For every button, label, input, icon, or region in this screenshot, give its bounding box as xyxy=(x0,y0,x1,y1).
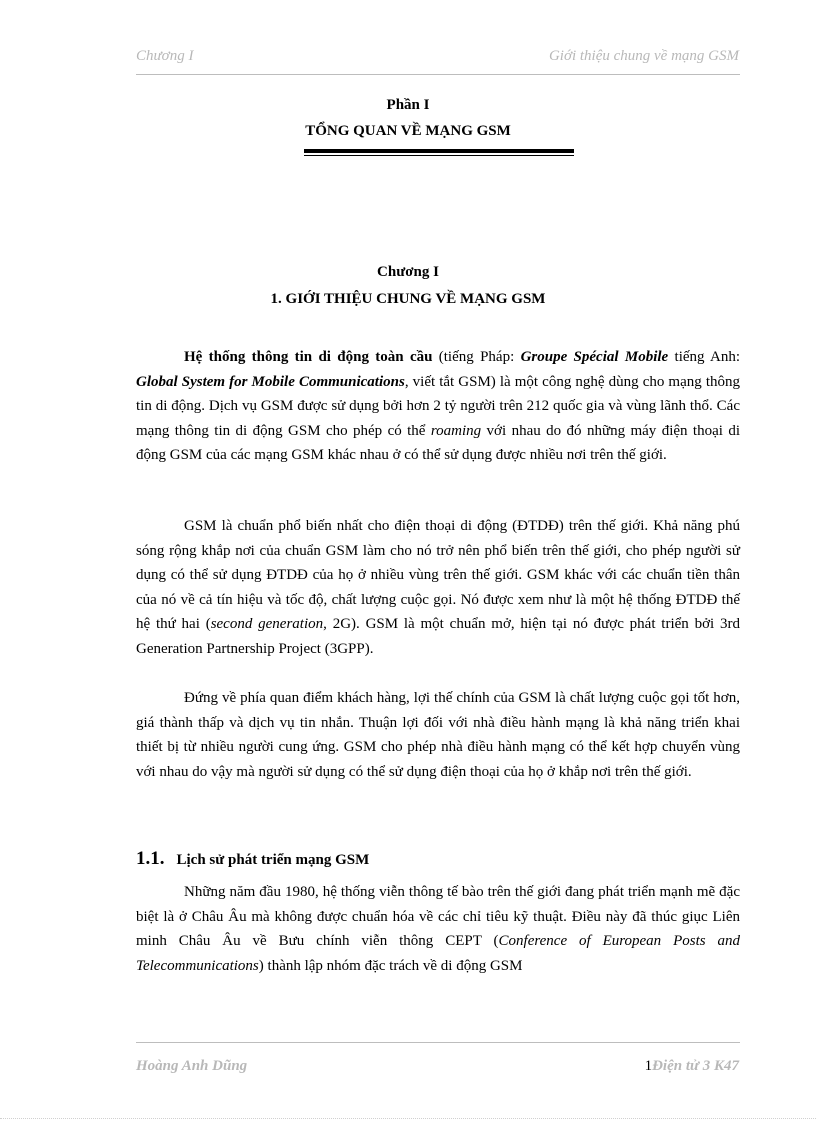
paragraph-gsm-standard xyxy=(136,514,740,661)
header-chapter: Chương I xyxy=(136,48,194,64)
english-name: Global System for Mobile Communications xyxy=(136,373,405,390)
text-run: GSM là chuẩn phổ biến nhất cho điện thoại di động (ĐTDĐ) trên thế giới. Khả năng phú sóng rộng khắp nơi của chuẩn GSM làm cho nó trở nên phổ biến trên thế giới, cho phép người sử dụng có thể sử dụng ĐTDĐ của họ ở nhiều vùng trên thế giới. GSM khác với các chuẩn tiền thân của nó về cả tín hiệu và tốc độ, chất lượng cuộc gọi. Nó được xem như là một hệ thống ĐTDĐ thế hệ thứ hai ( xyxy=(136,518,740,632)
footer-department: Điện tử 3 K47 xyxy=(652,1058,739,1074)
chapter-label: Chương I xyxy=(377,264,439,280)
page-number: 1 xyxy=(644,1058,653,1074)
paragraph-gsm-history xyxy=(136,880,740,978)
text-run: với nhau do đó những máy điện thoại di động GSM của các mạng GSM khác nhau ở có thể sử dụng được nhiều nơi trên thế giới. xyxy=(136,422,741,463)
part-title-thick-rule xyxy=(304,149,574,153)
header-topic: Giới thiệu chung về mạng GSM xyxy=(548,48,739,64)
section-number: 1.1. xyxy=(136,848,165,869)
roaming-term: roaming xyxy=(430,422,482,439)
section-heading xyxy=(136,848,369,870)
footer-divider xyxy=(136,1042,740,1043)
second-generation-term: second generation xyxy=(210,616,324,632)
section-title: Lịch sử phát triển mạng GSM xyxy=(176,852,370,868)
footer-author: Hoàng Anh Dũng xyxy=(136,1058,248,1074)
cept-fullname: Conference of European Posts and Telecommunications xyxy=(136,933,741,974)
part-title: TỔNG QUAN VỀ MẠNG GSM xyxy=(305,123,511,139)
text-run: (tiếng Pháp: xyxy=(432,349,521,365)
text-run: tiếng Anh: xyxy=(668,349,741,365)
gsm-fullname-term: Hệ thống thông tin di động toàn cầu xyxy=(184,349,433,365)
paragraph-gsm-advantages: Đứng về phía quan điểm khách hàng, lợi thế chính của GSM là chất lượng cuộc gọi tốt hơn, giá thành thấp và dịch vụ tin nhắn. Thuận lợi đối với nhà điều hành mạng là khả năng triển khai thiết bị từ nhiều người cung ứng. GSM cho phép nhà điều hành mạng có thể kết hợp chuyển vùng với nhau do vậy mà người sử dụng có thể sử dụng điện thoại của họ ở khắp nơi trên thế giới. xyxy=(136,690,740,780)
part-label: Phần I xyxy=(386,97,430,113)
french-name: Groupe Spécial Mobile xyxy=(520,349,669,365)
text-run: , 2G). GSM là một chuẩn mở, hiện tại nó được phát triển bởi 3rd Generation Partnership Project (3GPP). xyxy=(136,616,740,657)
text-run: Những năm đầu 1980, hệ thống viễn thông tế bào trên thế giới đang phát triển mạnh mẽ đặc biệt là ở Châu Âu mà không được chuẩn hóa về các chỉ tiêu kỹ thuật. Điều này đã thúc giục Liên minh Châu Âu về Bưu chính viễn thông CEPT ( xyxy=(136,884,740,949)
footer-page-info xyxy=(645,1058,739,1075)
part-title-thin-rule xyxy=(304,155,574,156)
chapter-title: 1. GIỚI THIỆU CHUNG VỀ MẠNG GSM xyxy=(270,291,546,307)
page-boundary xyxy=(0,1118,816,1119)
text-run: , viết tắt GSM) là một công nghệ dùng cho mạng thông tin di động. Dịch vụ GSM được sử dụng bởi hơn 2 tỷ người trên 212 quốc gia và vùng lãnh thổ. Các mạng thông tin di động GSM cho phép có thể xyxy=(136,373,740,439)
paragraph-gsm-intro xyxy=(136,345,740,468)
header-divider xyxy=(136,74,740,75)
text-run: ) thành lập nhóm đặc trách về di động GSM xyxy=(258,957,523,974)
